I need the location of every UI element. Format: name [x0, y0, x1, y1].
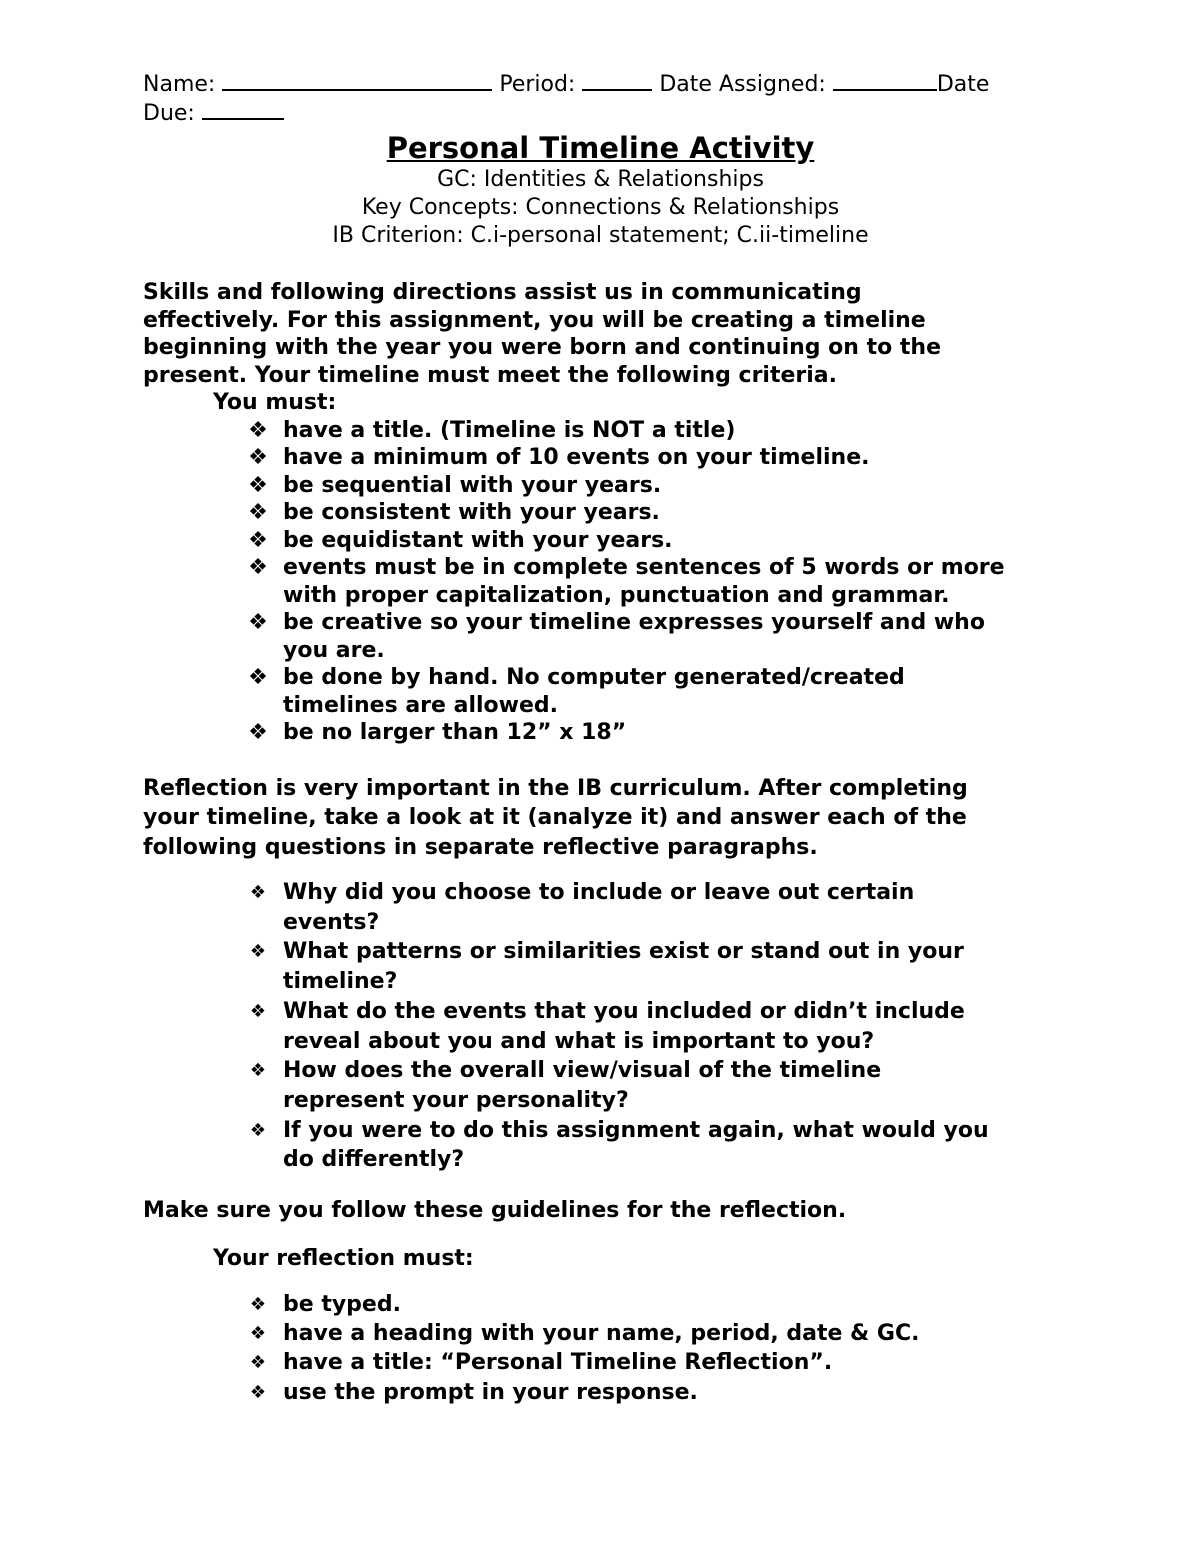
- criteria-item: [248, 499, 1058, 527]
- text-line: events must be in complete sentences of 5 words or more: [283, 555, 1005, 580]
- diamond-bullet-icon: ❖: [248, 500, 268, 525]
- subtitle-line: Key Concepts: Connections & Relationships: [361, 195, 840, 220]
- text-line: timeline?: [283, 969, 398, 995]
- text-line: represent your personality?: [283, 1087, 629, 1113]
- diamond-bullet-icon: ❖: [249, 1323, 267, 1345]
- guidelines-line: Make sure you follow these guidelines for the reflection.: [143, 1198, 847, 1224]
- header-fields: [143, 70, 1058, 128]
- diamond-bullet-icon: ❖: [249, 941, 267, 963]
- text-line: beginning with the year you were born and continuing on to the: [143, 335, 942, 360]
- criteria-item: [248, 719, 1058, 747]
- text-line: timelines are allowed.: [283, 692, 558, 718]
- name-label: Name:: [143, 72, 216, 97]
- text-line: be creative so your timeline expresses yourself and who: [283, 610, 985, 635]
- reflection-requirement-item: [249, 1319, 1058, 1348]
- text-line: Reflection is very important in the IB curriculum. After completing: [143, 775, 968, 801]
- question-item: [249, 1056, 1058, 1115]
- text-line: events?: [283, 909, 380, 935]
- document-title: Personal Timeline Activity: [386, 131, 815, 165]
- reflection-requirement-item: [249, 1348, 1058, 1377]
- document-content: [143, 70, 1058, 1407]
- diamond-bullet-icon: ❖: [248, 720, 268, 745]
- diamond-bullet-icon: ❖: [249, 1119, 267, 1141]
- question-item: [249, 878, 1058, 937]
- diamond-bullet-icon: ❖: [248, 555, 268, 580]
- questions-list: [143, 878, 1058, 1175]
- text-line: you are.: [283, 637, 385, 663]
- diamond-bullet-icon: ❖: [249, 1294, 267, 1316]
- criteria-list: [143, 417, 1058, 747]
- reflection-requirement-item: [249, 1378, 1058, 1407]
- text-line: your timeline, take a look at it (analyze it) and answer each of the: [143, 805, 967, 830]
- date-due-label-continued: Due:: [143, 101, 195, 126]
- question-item: [249, 1116, 1058, 1175]
- reflection-requirement-item: [249, 1290, 1058, 1319]
- diamond-bullet-icon: ❖: [248, 610, 268, 635]
- text-line: If you were to do this assignment again, what would you: [283, 1117, 989, 1143]
- text-line: present. Your timeline must meet the following criteria.: [143, 362, 837, 388]
- question-item: [249, 937, 1058, 996]
- diamond-bullet-icon: ❖: [248, 472, 268, 498]
- date-due-label: Date: [936, 72, 990, 97]
- criteria-item: [248, 554, 1058, 609]
- text-line: be done by hand. No computer generated/created: [283, 665, 905, 690]
- diamond-bullet-icon: ❖: [249, 1352, 267, 1374]
- text-line: have a minimum of 10 events on your timeline.: [283, 445, 870, 470]
- diamond-bullet-icon: ❖: [249, 882, 267, 903]
- reflection-must-label: Your reflection must:: [213, 1245, 474, 1271]
- text-line: have a heading with your name, period, date & GC.: [283, 1321, 920, 1347]
- criteria-item: [248, 527, 1058, 555]
- subtitle-block: [143, 166, 1058, 250]
- text-line: be typed.: [283, 1292, 401, 1318]
- intro-paragraph: [143, 279, 1058, 389]
- text-line: Skills and following directions assist us in communicating: [143, 280, 862, 305]
- criteria-item: [248, 444, 1058, 472]
- question-item: [249, 997, 1058, 1056]
- criteria-item: [248, 609, 1058, 664]
- diamond-bullet-icon: ❖: [249, 1381, 267, 1403]
- period-blank: [582, 70, 652, 91]
- text-line: effectively. For this assignment, you will be creating a timeline: [143, 307, 926, 333]
- diamond-bullet-icon: ❖: [249, 1000, 267, 1022]
- text-line: do differently?: [283, 1147, 465, 1173]
- criteria-item: [248, 664, 1058, 719]
- text-line: be sequential with your years.: [283, 472, 662, 498]
- diamond-bullet-icon: ❖: [248, 665, 268, 690]
- subtitle-line: GC: Identities & Relationships: [437, 167, 764, 192]
- text-line: following questions in separate reflective paragraphs.: [143, 834, 818, 860]
- text-line: be consistent with your years.: [283, 500, 660, 525]
- diamond-bullet-icon: ❖: [248, 417, 268, 443]
- subtitle-line: IB Criterion: C.i-personal statement; C.ii-timeline: [332, 223, 869, 248]
- text-line: What do the events that you included or didn’t include: [283, 998, 965, 1024]
- reflection-intro-paragraph: [143, 774, 1058, 863]
- diamond-bullet-icon: ❖: [248, 445, 268, 470]
- diamond-bullet-icon: ❖: [248, 527, 268, 553]
- period-label: Period:: [499, 72, 576, 97]
- criteria-item: [248, 472, 1058, 500]
- you-must-label: You must:: [213, 390, 337, 415]
- diamond-bullet-icon: ❖: [249, 1060, 267, 1082]
- text-line: with proper capitalization, punctuation and grammar.: [283, 582, 950, 608]
- text-line: have a title. (Timeline is NOT a title): [283, 417, 736, 443]
- date-assigned-label: Date Assigned:: [659, 72, 826, 97]
- text-line: be no larger than 12” x 18”: [283, 720, 627, 745]
- reflection-requirements-list: [143, 1290, 1058, 1407]
- date-assigned-blank: [833, 70, 937, 91]
- text-line: How does the overall view/visual of the timeline: [283, 1058, 882, 1084]
- name-blank: [222, 70, 492, 91]
- text-line: What patterns or similarities exist or stand out in your: [283, 939, 964, 965]
- text-line: Why did you choose to include or leave out certain: [283, 880, 915, 905]
- criteria-item: [248, 417, 1058, 445]
- date-due-blank: [202, 99, 284, 120]
- text-line: reveal about you and what is important to you?: [283, 1028, 875, 1054]
- text-line: use the prompt in your response.: [283, 1379, 698, 1405]
- text-line: have a title: “Personal Timeline Reflection”.: [283, 1350, 833, 1376]
- text-line: be equidistant with your years.: [283, 527, 673, 553]
